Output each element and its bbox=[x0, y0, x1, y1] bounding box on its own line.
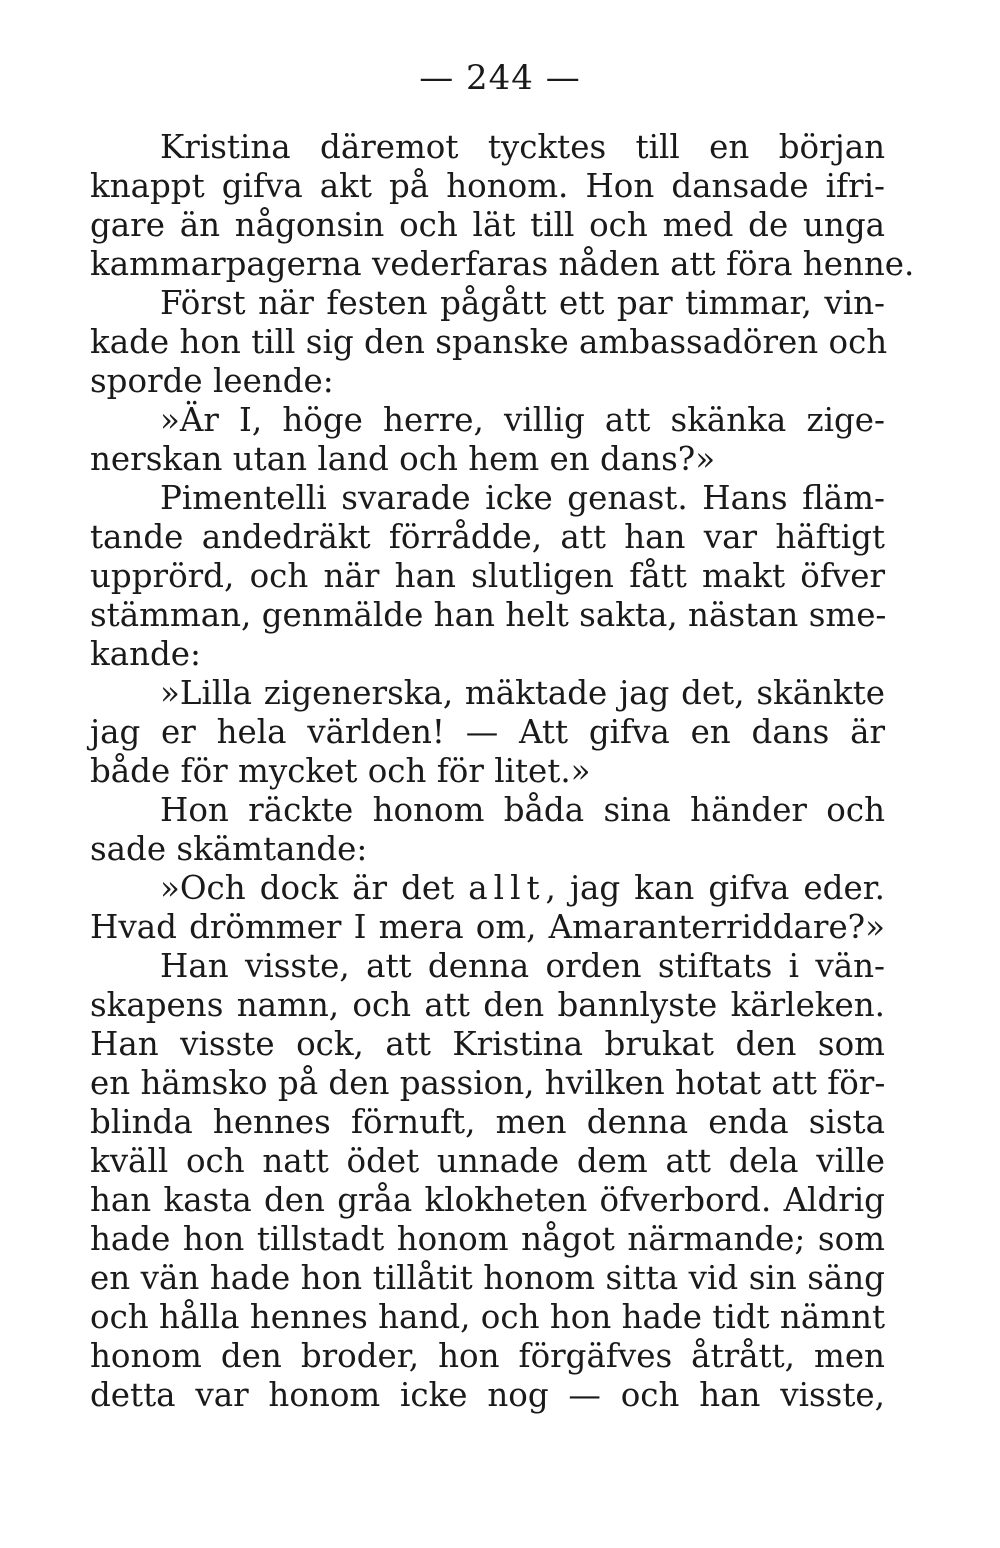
text-line: »Lilla zigenerska, mäktade jag det, skänkte bbox=[160, 674, 885, 712]
text-line: Hon räckte honom båda sina händer och bbox=[160, 791, 885, 829]
text-line: Först när festen pågått ett par timmar, vin- bbox=[160, 284, 885, 322]
text-line: kammarpagerna vederfaras nåden att föra henne. bbox=[90, 245, 915, 283]
text-line: blinda hennes förnuft, men denna enda sista bbox=[90, 1103, 885, 1141]
text-line: »Är I, höge herre, villig att skänka zige- bbox=[160, 401, 885, 439]
text-line: skapens namn, och att den bannlyste kärleken. bbox=[90, 986, 885, 1024]
page-number: — 244 — bbox=[419, 58, 581, 98]
text-fragment: , jag kan gifva eder. bbox=[545, 869, 885, 907]
text-line: kande: bbox=[90, 635, 201, 673]
text-line: kväll och natt ödet unnade dem att dela ville bbox=[90, 1142, 885, 1180]
text-line: stämman, genmälde han helt sakta, nästan sme- bbox=[90, 596, 887, 634]
text-line: sporde leende: bbox=[90, 362, 334, 400]
text-line: en vän hade hon tillåtit honom sitta vid sin säng bbox=[90, 1259, 885, 1297]
text-line: kade hon till sig den spanske ambassadören och bbox=[90, 323, 888, 361]
text-line: både för mycket och för litet.» bbox=[90, 752, 591, 790]
text-fragment: »Och dock är det bbox=[160, 869, 469, 907]
text-line: tande andedräkt förrådde, att han var häftigt bbox=[90, 518, 885, 556]
text-line: Kristina däremot tycktes till en början bbox=[160, 128, 885, 166]
text-line: Pimentelli svarade icke genast. Hans fläm- bbox=[160, 479, 885, 517]
text-line: hade hon tillstadt honom något närmande; som bbox=[90, 1220, 885, 1258]
text-line: jag er hela världen! — Att gifva en dans är bbox=[90, 713, 885, 751]
text-line: sade skämtande: bbox=[90, 830, 368, 868]
emphasized-word: allt bbox=[468, 869, 546, 907]
text-line: och hålla hennes hand, och hon hade tidt nämnt bbox=[90, 1298, 886, 1336]
body-text bbox=[90, 128, 915, 1415]
text-line: honom den broder, hon förgäfves åtrått, men bbox=[90, 1337, 885, 1375]
text-line: knappt gifva akt på honom. Hon dansade ifri- bbox=[90, 167, 885, 205]
text-line: Han visste, att denna orden stiftats i vän- bbox=[160, 947, 885, 985]
text-line: gare än någonsin och lät till och med de unga bbox=[90, 206, 885, 244]
text-line: detta var honom icke nog — och han visste, bbox=[90, 1376, 885, 1414]
text-line bbox=[90, 869, 885, 908]
text-line: han kasta den gråa klokheten öfverbord. Aldrig bbox=[90, 1181, 885, 1219]
text-line: upprörd, och när han slutligen fått makt öfver bbox=[90, 557, 885, 595]
text-line: Han visste ock, att Kristina brukat den som bbox=[90, 1025, 885, 1063]
text-line: Hvad drömmer I mera om, Amaranterriddare?» bbox=[90, 908, 885, 946]
text-line: en hämsko på den passion, hvilken hotat att för- bbox=[90, 1064, 886, 1102]
text-line: nerskan utan land och hem en dans?» bbox=[90, 440, 716, 478]
